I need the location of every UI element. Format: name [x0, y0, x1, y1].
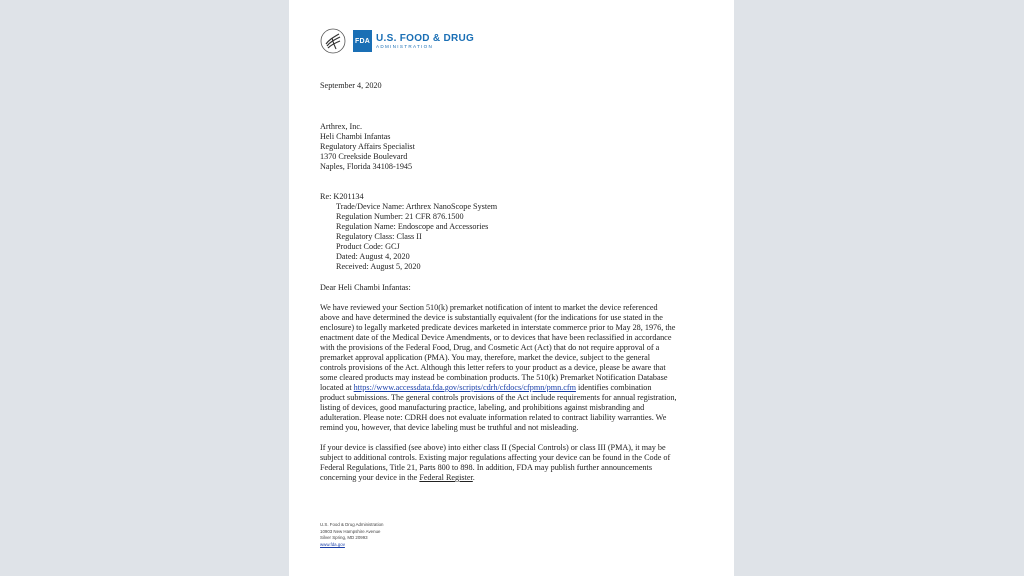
- reference-block: [320, 192, 497, 272]
- link-suffix: identifies combination: [575, 383, 652, 392]
- footer-line: 10903 New Hampshire Avenue: [320, 528, 381, 534]
- paragraph-line: above and have determined the device is substantially equivalent (for the indications for use stated in the: [320, 313, 663, 322]
- paragraph-line: listing of devices, good manufacturing practice, labeling, and prohibitions against misbranding and: [320, 403, 645, 412]
- recipient-address: [320, 122, 415, 172]
- agency-wordmark: [376, 33, 474, 50]
- paragraph-line: If your device is classified (see above) into either class II (Special Controls) or class III (PMA), it may be: [320, 443, 666, 452]
- agency-name: U.S. FOOD & DRUG: [376, 32, 475, 44]
- reference-detail: Dated: August 4, 2020: [336, 252, 410, 261]
- reference-detail: Trade/Device Name: Arthrex NanoScope System: [336, 202, 498, 211]
- letter-page: [289, 0, 734, 576]
- footer-line: Silver Spring, MD 20993: [320, 535, 368, 540]
- agency-subtitle: ADMINISTRATION: [376, 43, 434, 49]
- paragraph-line: enactment date of the Medical Device Amendments, or to devices that have been reclassified in accordance: [320, 333, 672, 342]
- salutation: Dear Heli Chambi Infantas:: [320, 283, 411, 292]
- hhs-eagle-seal-icon: [320, 28, 346, 54]
- reference-detail: Regulation Number: 21 CFR 876.1500: [336, 212, 464, 221]
- footer-line: U.S. Food & Drug Administration: [320, 522, 384, 527]
- paragraph-line: adulteration. Please note: CDRH does not evaluate information related to contract liability warranties. We: [320, 413, 667, 422]
- recipient-line: Regulatory Affairs Specialist: [320, 142, 415, 151]
- paragraph-line: some cleared products may instead be combination products. The 510(k) Premarket Notification Database: [320, 373, 668, 382]
- reference-number: Re: K201134: [320, 192, 364, 201]
- paragraph-line: product submissions. The general controls provisions of the Act include requirements for annual registration,: [320, 393, 677, 402]
- body-paragraph-1: [320, 303, 704, 433]
- paragraph-line: premarket approval application (PMA). You may, therefore, market the device, subject to the general: [320, 353, 651, 362]
- paragraph-line: controls provisions of the Act. Although this letter refers to your product as a device, please be aware that: [320, 363, 666, 372]
- federal-register-link[interactable]: Federal Register: [419, 473, 473, 482]
- paragraph-line: with the provisions of the Federal Food, Drug, and Cosmetic Act (Act) that do not require approval of a: [320, 343, 660, 352]
- paragraph-line: [320, 383, 704, 393]
- paragraph-line: We have reviewed your Section 510(k) premarket notification of intent to market the device referenced: [320, 303, 658, 312]
- pmn-database-link[interactable]: https://www.accessdata.fda.gov/scripts/cdrh/cfdocs/cfpmn/pmn.cfm: [353, 383, 576, 392]
- recipient-line: 1370 Creekside Boulevard: [320, 152, 408, 161]
- link-prefix: located at: [320, 383, 354, 392]
- recipient-line: Naples, Florida 34108-1945: [320, 162, 413, 171]
- reference-detail: Product Code: GCJ: [336, 242, 400, 251]
- recipient-line: Heli Chambi Infantas: [320, 132, 391, 141]
- paragraph-line: subject to additional controls. Existing major regulations affecting your device can be found in the Code of: [320, 453, 671, 462]
- reference-detail: Received: August 5, 2020: [336, 262, 421, 271]
- paragraph-line: enclosure) to legally marketed predicate devices marketed in interstate commerce prior to May 28, 1976, the: [320, 323, 676, 332]
- letter-date: September 4, 2020: [320, 81, 382, 90]
- paragraph-line: Federal Regulations, Title 21, Parts 800 to 898. In addition, FDA may publish further announcements: [320, 463, 653, 472]
- footer-address: [320, 522, 383, 548]
- line-suffix: .: [472, 473, 475, 482]
- letterhead: [320, 28, 474, 54]
- body-paragraph-2: [320, 443, 704, 483]
- recipient-line: Arthrex, Inc.: [320, 122, 363, 131]
- footer-website-link[interactable]: www.fda.gov: [320, 541, 345, 547]
- fda-logo-box: FDA: [353, 30, 372, 52]
- line-prefix: concerning your device in the: [320, 473, 420, 482]
- reference-detail: Regulation Name: Endoscope and Accessories: [336, 222, 489, 231]
- reference-detail: Regulatory Class: Class II: [336, 232, 422, 241]
- paragraph-line: [320, 473, 704, 483]
- paragraph-line: remind you, however, that device labeling must be truthful and not misleading.: [320, 423, 579, 432]
